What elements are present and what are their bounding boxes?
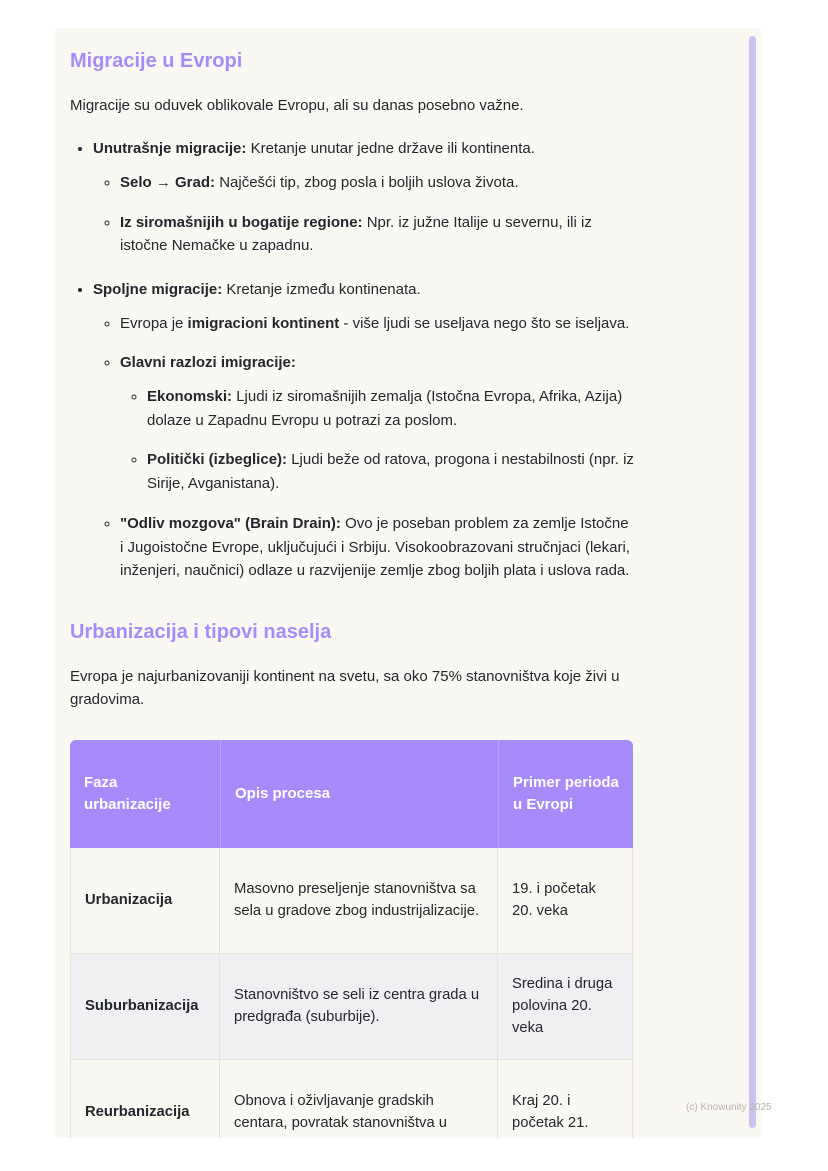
list-item-selo-grad <box>120 171 636 195</box>
cell-primer: Kraj 20. i početak 21. <box>498 1060 633 1138</box>
bullet-bold: Politički (izbeglice): <box>147 451 288 469</box>
table-header-primer: Primer perioda u Evropi <box>498 740 633 848</box>
table-header-opis: Opis procesa <box>220 740 498 848</box>
bullet-text: Evropa je <box>120 314 184 332</box>
bullet-text: Kretanje unutar jedne države ili kontinenta. <box>250 140 535 158</box>
table-header <box>70 740 633 848</box>
cell-opis: Masovno preseljenje stanovništva sa sela u gradove zbog industrijalizacije. <box>220 848 498 954</box>
list-item-regioni <box>120 211 636 258</box>
bullet-bold: Ekonomski: <box>147 388 233 406</box>
list-item-ekonomski <box>147 385 636 432</box>
scrollbar-thumb[interactable] <box>749 36 756 1128</box>
cell-opis: Stanovništvo se seli iz centra grada u predgrađa (suburbije). <box>220 954 498 1060</box>
heading-migracije-u-evropi: Migracije u Evropi <box>70 50 243 72</box>
bullet-text: Ljudi beže od ratova, progona i nestabilnosti (npr. iz Sirije, Avganistana). <box>147 451 634 493</box>
table-row <box>70 954 633 1060</box>
sublist-unutrasnje <box>93 171 636 258</box>
bullet-bold: Selo → Grad: <box>120 173 216 191</box>
migration-list <box>70 137 636 583</box>
intro-urbanizacija: Evropa je najurbanizovaniji kontinent na svetu, sa oko 75% stanovništva koje živi u gradovima. <box>70 667 620 709</box>
bullet-text: Ovo je poseban problem za zemlje Istočne i Jugoistočne Evrope, uključujući i Srbiju. Visokoobrazovani stručnjaci (lekari, inženjeri, naučnici) odlaze u razvijenije zemlje zbog boljih plata i uslova rada. <box>120 514 630 580</box>
cell-faza: Reurbanizacija <box>70 1060 220 1138</box>
table-header-row <box>70 740 633 848</box>
table-row <box>70 1060 633 1138</box>
bullet-bold: Glavni razlozi imigracije: <box>120 354 296 372</box>
cell-opis: Obnova i oživljavanje gradskih centara, povratak stanovništva u <box>220 1060 498 1138</box>
knowunity-watermark: (c) Knowunity 2025 <box>686 1102 772 1113</box>
cell-primer: 19. i početak 20. veka <box>498 848 633 954</box>
document-page <box>55 28 761 1138</box>
bullet-bold: Unutrašnje migracije: <box>93 140 247 158</box>
bullet-bold: imigracioni kontinent <box>187 314 340 332</box>
sublist-razlozi <box>120 385 636 496</box>
list-item-spoljne <box>93 278 636 583</box>
document-content <box>70 42 636 1138</box>
list-item-unutrasnje <box>93 137 636 258</box>
cell-primer: Sredina i druga polovina 20. veka <box>498 954 633 1060</box>
bullet-text: Kretanje između kontinenata. <box>226 281 421 299</box>
sublist-spoljne <box>93 312 636 583</box>
table-header-faza: Faza urbanizacije <box>70 740 220 848</box>
table-row <box>70 848 633 954</box>
list-item-imigracioni <box>120 312 636 336</box>
heading-urbanizacija: Urbanizacija i tipovi naselja <box>70 620 332 643</box>
bullet-text: Ljudi iz siromašnijih zemalja (Istočna Evropa, Afrika, Azija) dolaze u Zapadnu Evropu u potrazi za poslom. <box>147 388 623 429</box>
urbanizacija-table <box>70 740 633 1138</box>
cell-faza: Urbanizacija <box>70 848 220 954</box>
bullet-bold: Iz siromašnijih u bogatije regione: <box>120 213 363 231</box>
bullet-text: Npr. iz južne Italije u severnu, ili iz istočne Nemačke u zapadnu. <box>120 213 592 255</box>
list-item-politicki <box>147 448 636 495</box>
cell-faza: Suburbanizacija <box>70 954 220 1060</box>
bullet-bold: Spoljne migracije: <box>93 281 223 299</box>
list-item-brain-drain <box>120 512 636 583</box>
bullet-text: Najčešći tip, zbog posla i boljih uslova života. <box>219 173 519 191</box>
bullet-bold: "Odliv mozgova" (Brain Drain): <box>120 514 341 532</box>
list-item-razlozi <box>120 351 636 495</box>
table-body <box>70 848 633 1138</box>
bullet-text: - više ljudi se useljava nego što se iseljava. <box>343 314 630 332</box>
intro-migracije: Migracije su oduvek oblikovale Evropu, ali su danas posebno važne. <box>70 96 524 114</box>
